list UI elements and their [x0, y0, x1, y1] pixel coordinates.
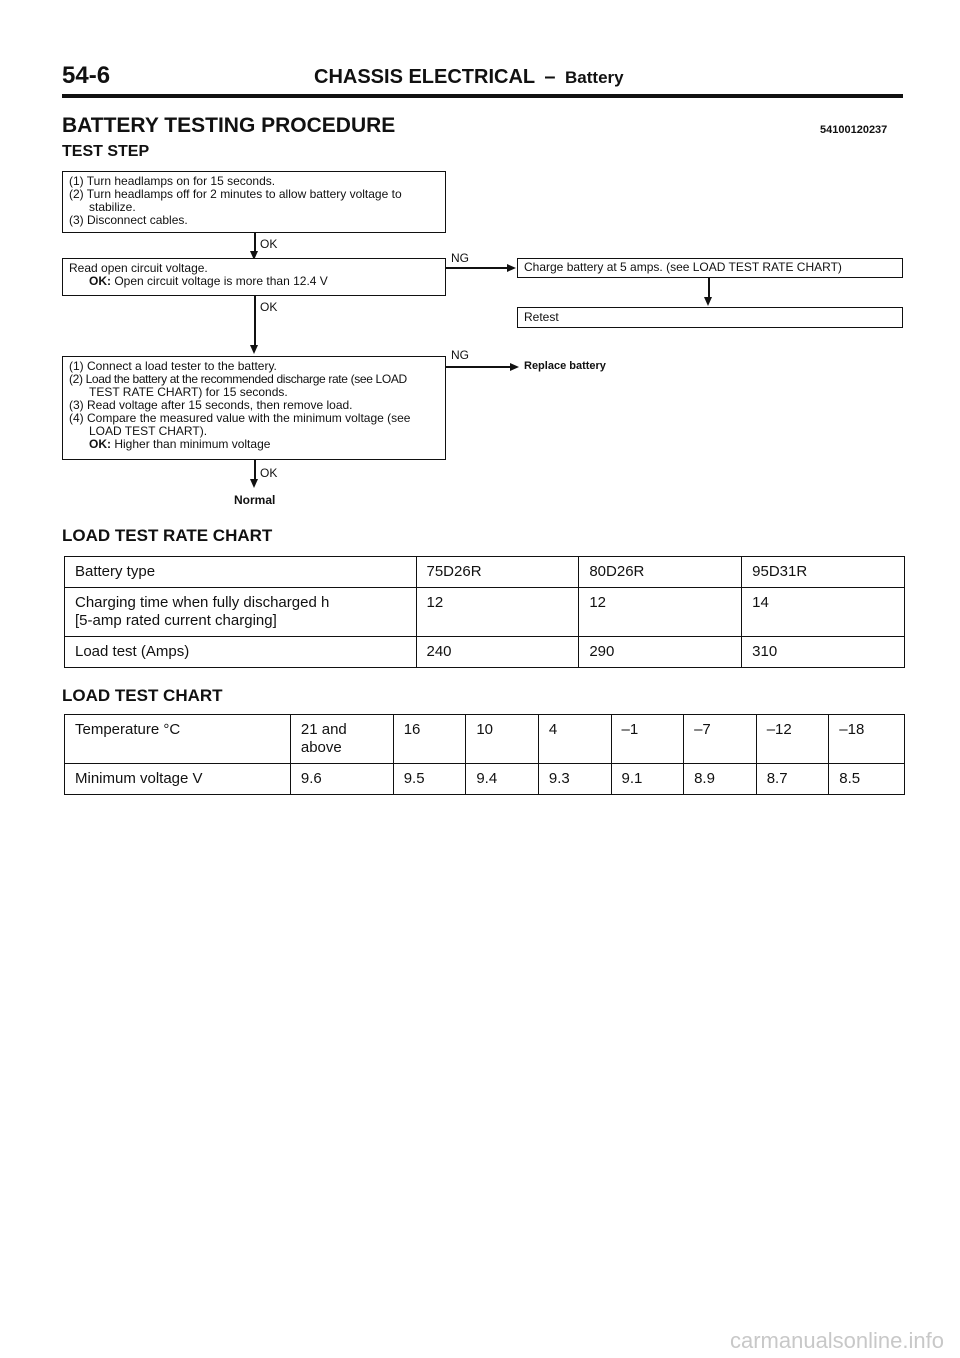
step3-line: TEST RATE CHART) for 15 seconds.	[89, 385, 288, 399]
step2-line1: Read open circuit voltage.	[69, 261, 208, 275]
step3-line: (4) Compare the measured value with the minimum voltage (see	[69, 411, 411, 425]
step3-line: LOAD TEST CHART).	[89, 424, 208, 438]
table-row	[65, 588, 905, 637]
table-cell: –7	[684, 715, 757, 764]
charging-note: [5-amp rated current charging]	[75, 612, 277, 629]
arrow-right-icon	[507, 264, 516, 272]
connector-line	[254, 233, 256, 253]
table-cell: 8.5	[829, 764, 905, 795]
step3-box	[62, 356, 446, 460]
arrow-right-icon	[510, 363, 519, 371]
ok-criteria-label: OK:	[89, 437, 111, 451]
normal-text: Normal	[234, 493, 276, 507]
connector-line	[254, 460, 256, 480]
page-number: 54-6	[62, 62, 111, 89]
table-row	[65, 715, 905, 764]
charging-time-label: Charging time when fully discharged h	[75, 594, 330, 611]
table-cell: 4	[538, 715, 611, 764]
step3-line: (3) Read voltage after 15 seconds, then remove load.	[69, 398, 353, 412]
connector-line	[446, 267, 508, 269]
table-cell: Minimum voltage V	[65, 764, 291, 795]
table-cell	[65, 588, 417, 637]
table-cell: 240	[416, 637, 579, 668]
connector-line	[254, 296, 256, 346]
ok-label: OK	[260, 466, 278, 480]
table-cell: 9.4	[466, 764, 539, 795]
table-cell: 9.3	[538, 764, 611, 795]
table-cell: Battery type	[65, 557, 417, 588]
reference-code: 54100120237	[820, 124, 888, 136]
step3-line: (2) Load the battery at the recommended discharge rate (see LOAD	[69, 372, 407, 386]
load-rate-chart-title: LOAD TEST RATE CHART	[62, 526, 273, 545]
header-rule	[62, 94, 903, 98]
step1-line: stabilize.	[89, 200, 136, 214]
table-cell: 16	[393, 715, 466, 764]
charge-box	[517, 258, 903, 278]
table-cell: 75D26R	[416, 557, 579, 588]
charge-text: Charge battery at 5 amps. (see LOAD TEST RATE CHART)	[524, 260, 842, 274]
table-cell: –1	[611, 715, 684, 764]
table-cell: Temperature °C	[65, 715, 291, 764]
load-rate-table	[64, 556, 905, 668]
load-chart-title: LOAD TEST CHART	[62, 686, 223, 705]
table-row	[65, 557, 905, 588]
step1-box	[62, 171, 446, 233]
subsection-title: Battery	[565, 68, 624, 87]
header-separator: –	[544, 66, 556, 88]
table-row	[65, 764, 905, 795]
step1-line: (1) Turn headlamps on for 15 seconds.	[69, 174, 276, 188]
table-cell: 12	[416, 588, 579, 637]
table-row	[65, 637, 905, 668]
ok-criteria-text: Open circuit voltage is more than 12.4 V	[114, 274, 328, 288]
ng-label: NG	[451, 348, 469, 362]
table-cell: –18	[829, 715, 905, 764]
table-cell: 290	[579, 637, 742, 668]
arrow-down-icon	[250, 345, 258, 354]
step3-line: (1) Connect a load tester to the battery.	[69, 359, 277, 373]
test-step-title: TEST STEP	[62, 143, 150, 160]
retest-text: Retest	[524, 310, 559, 324]
ok-label: OK	[260, 237, 278, 251]
table-cell: –12	[756, 715, 829, 764]
table-cell: 8.9	[684, 764, 757, 795]
table-cell: 12	[579, 588, 742, 637]
table-cell: Load test (Amps)	[65, 637, 417, 668]
table-cell: 9.5	[393, 764, 466, 795]
connector-line	[446, 366, 512, 368]
table-cell: 80D26R	[579, 557, 742, 588]
section-title: CHASSIS ELECTRICAL	[314, 66, 535, 88]
connector-line	[708, 278, 710, 298]
table-cell: 21 and above	[290, 715, 393, 764]
page-header	[314, 66, 624, 89]
ok-criteria-text: Higher than minimum voltage	[114, 437, 271, 451]
table-cell: 9.6	[290, 764, 393, 795]
arrow-down-icon	[704, 297, 712, 306]
table-cell: 8.7	[756, 764, 829, 795]
table-cell: 14	[742, 588, 905, 637]
retest-box	[517, 307, 903, 328]
step1-line: (3) Disconnect cables.	[69, 213, 188, 227]
ng-label: NG	[451, 251, 469, 265]
table-cell: 310	[742, 637, 905, 668]
procedure-title: BATTERY TESTING PROCEDURE	[62, 114, 396, 137]
table-cell: 9.1	[611, 764, 684, 795]
step2-box	[62, 258, 446, 296]
ok-criteria-label: OK:	[89, 274, 111, 288]
ok-label: OK	[260, 300, 278, 314]
load-test-table	[64, 714, 905, 795]
replace-battery-text: Replace battery	[524, 360, 606, 372]
table-cell: 10	[466, 715, 539, 764]
step1-line: (2) Turn headlamps off for 2 minutes to allow battery voltage to	[69, 187, 402, 201]
watermark-text: carmanualsonline.info	[729, 1328, 944, 1353]
arrow-down-icon	[250, 479, 258, 488]
table-cell: 95D31R	[742, 557, 905, 588]
